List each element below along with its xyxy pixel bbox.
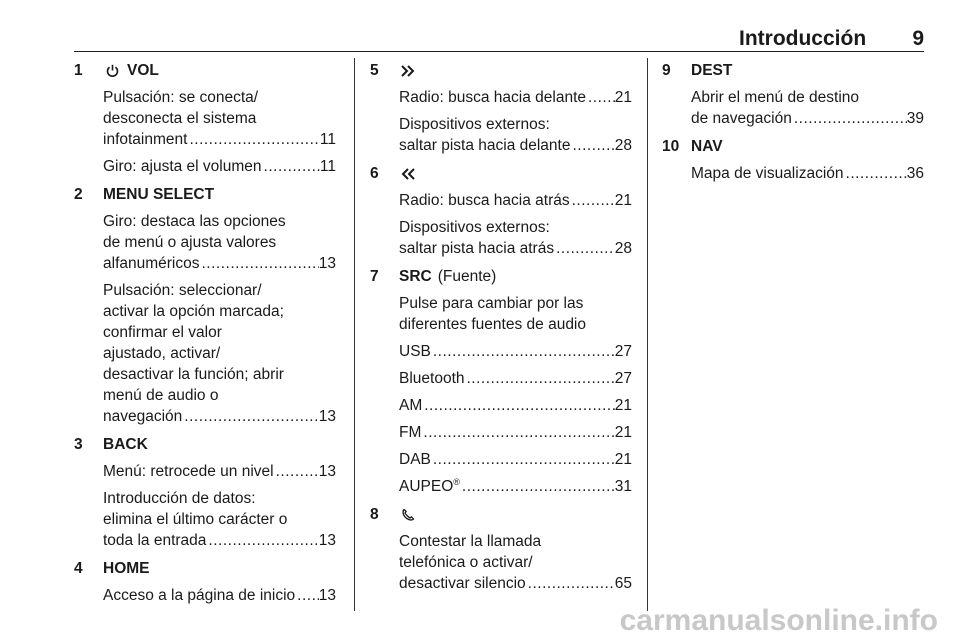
entry-line: [399, 573, 632, 594]
entry: [103, 87, 336, 150]
entry-text: desactivar silencio: [399, 575, 526, 592]
entry-line: [399, 238, 632, 259]
entry-line: [103, 585, 336, 606]
entry-line: diferentes fuentes de audio: [399, 316, 586, 333]
entry-line: Pulsación: seleccionar/: [103, 282, 262, 299]
item-heading-text: DEST: [691, 62, 733, 79]
leader-dots: [187, 129, 319, 150]
entry: [399, 531, 632, 594]
entry-text: saltar pista hacia delante: [399, 137, 571, 154]
entry-text-main: AUPEO: [399, 478, 454, 495]
page-ref[interactable]: 27: [614, 370, 632, 387]
leader-dots: [844, 163, 907, 184]
page-ref[interactable]: 36: [906, 165, 924, 182]
entry-line: Dispositivos externos:: [399, 116, 550, 133]
item-4: [74, 558, 336, 606]
column-2: [370, 60, 632, 594]
entry-dab: [399, 449, 632, 470]
leader-dots: [206, 530, 318, 551]
leader-dots: [262, 156, 320, 177]
item-heading: [103, 434, 336, 455]
page-ref[interactable]: 65: [614, 575, 632, 592]
entry-text: [399, 476, 460, 497]
item-number: 8: [370, 506, 379, 523]
column-1: [74, 60, 336, 606]
item-heading: [103, 60, 336, 81]
item-9: [662, 60, 924, 129]
entry-text: DAB: [399, 451, 431, 468]
entry-line: [399, 422, 632, 443]
item-number: 10: [662, 138, 680, 155]
entry-line: [399, 87, 632, 108]
entry-line: [399, 341, 632, 362]
item-heading-text: VOL: [127, 62, 159, 79]
entry: [399, 114, 632, 156]
seek-forward-icon: [399, 62, 417, 80]
entry-text: infotainment: [103, 131, 188, 148]
item-heading-text: SRC: [399, 268, 432, 285]
item-heading: [399, 163, 632, 184]
entry-text: alfanuméricos: [103, 255, 200, 272]
item-number: 4: [74, 560, 83, 577]
entry-bluetooth: [399, 368, 632, 389]
entry-line: desactivar la función; abrir: [103, 366, 284, 383]
page-ref[interactable]: 27: [614, 343, 632, 360]
entry-text: saltar pista hacia atrás: [399, 240, 555, 257]
item-heading: [399, 504, 632, 525]
entry-line: activar la opción marcada;: [103, 303, 284, 320]
item-heading-suffix: (Fuente): [437, 268, 497, 285]
page-ref[interactable]: 21: [614, 89, 632, 106]
item-heading-text: NAV: [691, 138, 723, 155]
entry-text: Radio: busca hacia delante: [399, 89, 586, 106]
entry-line: elimina el último carácter o: [103, 511, 288, 528]
entry-line: Contestar la llamada: [399, 533, 542, 550]
leader-dots: [526, 573, 615, 594]
page-ref[interactable]: 13: [318, 255, 336, 272]
item-heading: [103, 558, 336, 579]
leader-dots: [792, 108, 907, 129]
page-ref[interactable]: 13: [318, 532, 336, 549]
page-ref[interactable]: 39: [906, 110, 924, 127]
item-8: [370, 504, 632, 594]
item-number: 1: [74, 62, 83, 79]
entry-line: [691, 108, 924, 129]
entry-line: [103, 461, 336, 482]
entry-fm: [399, 422, 632, 443]
entry: [399, 217, 632, 259]
item-heading-text: BACK: [103, 436, 148, 453]
entry-line: Pulsación: se conecta/: [103, 89, 259, 106]
entry-line: de menú o ajusta valores: [103, 234, 277, 251]
item-number: 2: [74, 186, 83, 203]
page-ref[interactable]: 13: [318, 587, 336, 604]
entry-aupeo: [399, 476, 632, 497]
page-ref[interactable]: 21: [614, 192, 632, 209]
entry-line: ajustado, activar/: [103, 345, 221, 362]
entry-line: [399, 449, 632, 470]
page-ref[interactable]: 28: [614, 137, 632, 154]
entry-text: de navegación: [691, 110, 792, 127]
entry-text: Menú: retrocede un nivel: [103, 463, 274, 480]
item-heading-text: HOME: [103, 560, 150, 577]
leader-dots: [586, 87, 615, 108]
page-header: [74, 0, 924, 50]
entry-line: [691, 163, 924, 184]
page-title: Introducción: [739, 27, 867, 50]
item-2: [74, 184, 336, 427]
item-heading: [103, 184, 336, 205]
entry-line: desconecta el sistema: [103, 110, 257, 127]
entry: [399, 87, 632, 108]
page-ref[interactable]: 31: [614, 478, 632, 495]
entry-am: [399, 395, 632, 416]
entry-line: [399, 476, 632, 497]
item-heading: [691, 60, 924, 81]
seek-back-icon: [399, 165, 417, 183]
entry: [103, 585, 336, 606]
page-ref[interactable]: 13: [318, 408, 336, 425]
item-number: 5: [370, 62, 379, 79]
leader-dots: [182, 406, 318, 427]
leader-dots: [295, 585, 319, 606]
leader-dots: [274, 461, 319, 482]
entry-line: [103, 406, 336, 427]
entry-usb: [399, 341, 632, 362]
item-heading: [691, 136, 924, 157]
column-3: [662, 60, 924, 184]
item-10: [662, 136, 924, 184]
entry-line: telefónica o activar/: [399, 554, 533, 571]
leader-dots: [570, 190, 615, 211]
entry: [103, 156, 336, 177]
page-ref[interactable]: 11: [319, 131, 336, 148]
entry-text: AM: [399, 397, 423, 414]
entry-text: toda la entrada: [103, 532, 207, 549]
entry-line: [103, 129, 336, 150]
leader-dots: [431, 341, 615, 362]
registered-mark: ®: [453, 476, 460, 487]
header-rule: [74, 51, 924, 52]
entry: [399, 190, 632, 211]
entry-line: Pulse para cambiar por las: [399, 295, 584, 312]
item-heading-text: MENU SELECT: [103, 186, 215, 203]
entry-line: [399, 135, 632, 156]
leader-dots: [460, 476, 615, 497]
entry: [691, 87, 924, 129]
entry-line: [399, 368, 632, 389]
entry-line: [103, 156, 336, 177]
power-icon: [103, 62, 121, 80]
page-ref[interactable]: 13: [318, 463, 336, 480]
leader-dots: [200, 253, 319, 274]
entry-line: [399, 190, 632, 211]
entry-text: FM: [399, 424, 422, 441]
column-divider-2: [647, 58, 648, 611]
item-number: 6: [370, 165, 379, 182]
phone-handset-icon: [399, 506, 417, 524]
entry: [103, 211, 336, 274]
entry-line: [103, 253, 336, 274]
page-ref[interactable]: 28: [614, 240, 632, 257]
entry-text: Giro: ajusta el volumen: [103, 158, 262, 175]
entry-line: Introducción de datos:: [103, 490, 256, 507]
item-1: [74, 60, 336, 177]
leader-dots: [421, 422, 614, 443]
entry: [103, 461, 336, 482]
entry: [399, 293, 632, 335]
column-divider-1: [354, 58, 355, 611]
leader-dots: [570, 135, 614, 156]
item-heading: [399, 60, 632, 81]
watermark: carmanualsonline.info: [619, 604, 938, 637]
entry-text: navegación: [103, 408, 183, 425]
entry: [103, 488, 336, 551]
entry-line: [103, 530, 336, 551]
entry-line: [399, 395, 632, 416]
page-ref[interactable]: 21: [614, 424, 632, 441]
entry: [103, 280, 336, 427]
item-number: 3: [74, 436, 83, 453]
page-ref[interactable]: 21: [614, 451, 632, 468]
entry-text: Bluetooth: [399, 370, 465, 387]
page-ref[interactable]: 21: [614, 397, 632, 414]
page-number: 9: [912, 27, 924, 50]
entry-line: menú de audio o: [103, 387, 219, 404]
entry-text: Acceso a la página de inicio: [103, 587, 296, 604]
item-7: [370, 266, 632, 497]
entry-line: Dispositivos externos:: [399, 219, 550, 236]
entry-text: Mapa de visualización: [691, 165, 844, 182]
entry-line: Abrir el menú de destino: [691, 89, 860, 106]
entry: [691, 163, 924, 184]
entry-text: Radio: busca hacia atrás: [399, 192, 570, 209]
item-number: 9: [662, 62, 671, 79]
leader-dots: [465, 368, 615, 389]
entry-line: Giro: destaca las opciones: [103, 213, 286, 230]
item-6: [370, 163, 632, 259]
page-ref[interactable]: 11: [319, 158, 336, 175]
entry-text: USB: [399, 343, 431, 360]
leader-dots: [554, 238, 615, 259]
item-5: [370, 60, 632, 156]
item-number: 7: [370, 268, 379, 285]
leader-dots: [422, 395, 615, 416]
leader-dots: [431, 449, 615, 470]
item-3: [74, 434, 336, 551]
entry-line: confirmar el valor: [103, 324, 222, 341]
item-heading: [399, 266, 632, 287]
